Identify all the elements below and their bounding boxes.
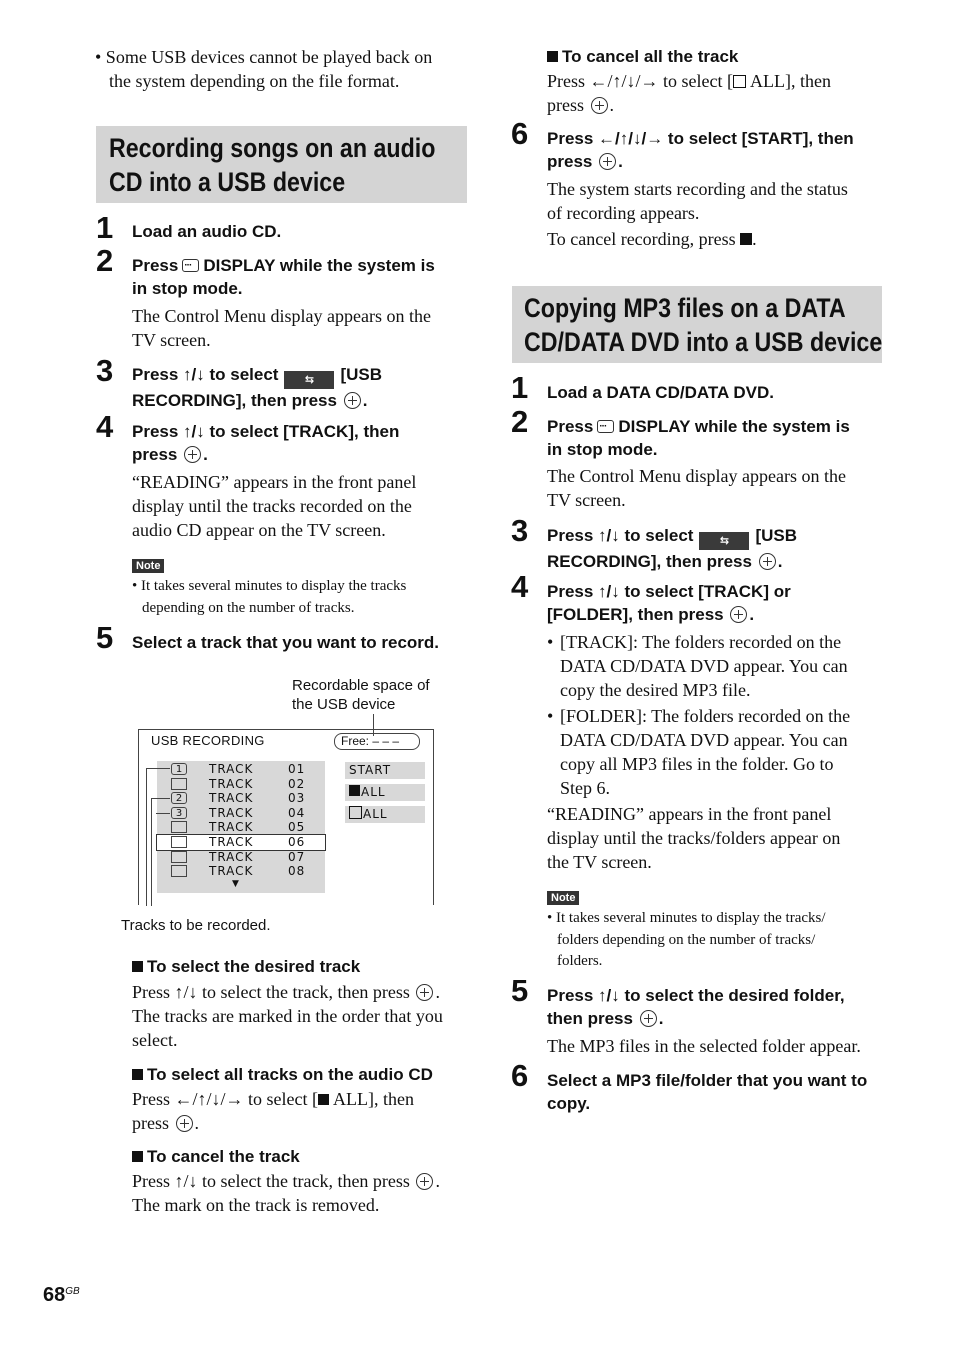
sub4-body xyxy=(547,69,831,117)
track-number: 06 xyxy=(288,835,306,849)
step-5-text xyxy=(547,984,897,1030)
note-line-3: folders. xyxy=(557,953,603,969)
display-button-icon xyxy=(182,259,199,272)
menu-item-clear-all xyxy=(345,806,425,823)
callout-line-1: Recordable space of xyxy=(292,677,430,694)
stop-square-icon xyxy=(547,51,558,62)
track-row xyxy=(157,820,325,835)
step-number-1: 1 xyxy=(511,370,529,405)
stop-square-icon xyxy=(349,785,360,796)
step-6-copy-line-1: Select a MP3 file/folder that you want to xyxy=(547,1071,868,1090)
track-row xyxy=(157,850,325,865)
osd-frame-left xyxy=(138,729,139,905)
note-line-2: folders depending on the number of tracks/ xyxy=(557,931,816,948)
step-2-press: Press xyxy=(132,256,179,275)
subheading-text: To select all tracks on the audio CD xyxy=(147,1065,433,1084)
step-4-text xyxy=(132,420,472,466)
step-number-6: 6 xyxy=(511,1058,529,1093)
bracket-line xyxy=(151,798,170,799)
track-label: TRACK xyxy=(209,849,254,864)
intro-bullet xyxy=(95,45,432,93)
step-1-text: Load a DATA CD/DATA DVD. xyxy=(547,383,774,402)
enter-button-icon xyxy=(184,446,201,463)
track-list-panel xyxy=(157,761,325,893)
stop-square-icon xyxy=(318,1094,329,1105)
page-number xyxy=(43,1284,80,1307)
step-2-press: Press xyxy=(547,417,594,436)
subheading-cancel-all-track xyxy=(547,46,738,68)
sub1-line-2: The tracks are marked in the order that you xyxy=(132,1006,443,1026)
menu-item-clear-all-label: ALL xyxy=(363,807,388,821)
step-4-body-line-3: audio CD appear on the TV screen. xyxy=(132,520,386,540)
track-label: TRACK xyxy=(209,762,254,776)
step-number-6: 6 xyxy=(511,116,529,151)
step-4-body xyxy=(547,802,892,874)
track-label: TRACK xyxy=(209,835,254,849)
enter-button-icon xyxy=(344,392,361,409)
track-label: TRACK xyxy=(209,805,254,820)
osd-frame-right xyxy=(433,729,434,905)
bracket-line xyxy=(151,798,152,906)
step-2-body-line-1: The Control Menu display appears on the xyxy=(547,466,846,486)
track-label: TRACK xyxy=(209,776,254,791)
step-2-body-line-1: The Control Menu display appears on the xyxy=(132,306,431,326)
step-4-line-1: Press ↑/↓ to select [TRACK] or xyxy=(547,582,791,601)
menu-item-start: START xyxy=(345,762,425,779)
track-number: 08 xyxy=(288,864,306,879)
sub3-line-1: Press ↑/↓ to select the track, then press xyxy=(132,1171,410,1191)
note-line-2: depending on the number of tracks. xyxy=(142,599,355,616)
enter-button-icon xyxy=(730,606,747,623)
step-number-3: 3 xyxy=(511,513,529,548)
sub3-body xyxy=(132,1169,472,1217)
step-3-press: Press ↑/↓ to select xyxy=(547,526,694,545)
subheading-text: To select the desired track xyxy=(147,957,361,976)
step-4-line-2: [FOLDER], then press xyxy=(547,605,724,624)
step-3-press: Press ↑/↓ to select xyxy=(132,365,279,384)
bracket-line xyxy=(146,768,147,906)
section-heading-line-1: Recording songs on an audio xyxy=(109,133,436,163)
subheading-text: To cancel the track xyxy=(147,1147,300,1166)
track-row xyxy=(157,777,325,792)
bullet-track-line-2: DATA CD/DATA DVD appear. You can xyxy=(560,656,848,676)
track-row xyxy=(157,791,325,806)
step-3-recording: RECORDING], then press xyxy=(547,552,752,571)
track-row xyxy=(157,806,325,821)
track-checkbox: 1 xyxy=(171,763,187,775)
osd-frame-top xyxy=(138,729,434,730)
step-5-line-1: Press ↑/↓ to select the desired folder, xyxy=(547,986,845,1005)
track-number: 07 xyxy=(288,849,306,864)
step-number-4: 4 xyxy=(511,569,529,604)
stop-square-icon xyxy=(132,1069,143,1080)
bullet-dot: • xyxy=(547,632,554,652)
step-3-usb: [USB xyxy=(340,365,383,384)
track-row-selected xyxy=(157,835,325,850)
page-number-value: 68 xyxy=(43,1284,66,1306)
track-number: 04 xyxy=(288,805,306,820)
step-4-body-line-3: the TV screen. xyxy=(547,852,652,872)
sub2-body xyxy=(132,1087,414,1135)
intro-bullet-line-2: the system depending on the file format. xyxy=(109,71,400,91)
track-row xyxy=(157,864,325,879)
bracket-line xyxy=(156,813,170,814)
enter-button-icon xyxy=(640,1010,657,1027)
step-3-recording: RECORDING], then press xyxy=(132,391,337,410)
step-4-period: . xyxy=(749,605,755,624)
step-4-body-line-2: display until the tracks recorded on the xyxy=(132,496,412,516)
step-number-1: 1 xyxy=(96,210,114,245)
step-2-display: DISPLAY while the system is xyxy=(203,256,435,275)
step-4-line-1: Press ↑/↓ to select [TRACK], then xyxy=(132,422,400,441)
step-number-5: 5 xyxy=(511,973,529,1008)
step-3-period: . xyxy=(777,552,783,571)
step-6-body-line-3: To cancel recording, press xyxy=(547,229,736,249)
display-button-icon xyxy=(597,420,614,433)
sub3-period: . xyxy=(435,1171,440,1191)
bullet-track-line-1: [TRACK]: The folders recorded on the xyxy=(560,632,842,652)
figure-callout-recordable xyxy=(292,676,430,714)
track-checkbox: 3 xyxy=(171,807,187,819)
step-4-body-line-1: “READING” appears in the front panel xyxy=(547,804,832,824)
step-1-text: Load an audio CD. xyxy=(132,222,282,241)
note-text xyxy=(132,576,406,619)
sub1-body xyxy=(132,980,472,1052)
stop-square-icon xyxy=(740,233,752,245)
step-5-period: . xyxy=(658,1009,664,1028)
note-line-1: • It takes several minutes to display the tracks xyxy=(132,578,407,594)
menu-item-select-all xyxy=(345,784,425,801)
bullet-track xyxy=(547,630,892,702)
subheading-select-all-tracks xyxy=(132,1064,433,1086)
track-number: 02 xyxy=(288,776,306,791)
usb-recording-icon: ⇆ xyxy=(284,371,334,389)
step-6-period: . xyxy=(618,152,623,171)
subheading-select-desired-track xyxy=(132,956,360,978)
step-6-period-2: . xyxy=(752,229,757,249)
step-4-text xyxy=(547,580,897,626)
track-number: 03 xyxy=(288,791,306,806)
track-label: TRACK xyxy=(209,791,254,806)
step-6-body-line-2: of recording appears. xyxy=(547,203,700,223)
section-heading-line-2: CD into a USB device xyxy=(109,167,346,197)
sub1-period: . xyxy=(435,982,440,1002)
track-number: 05 xyxy=(288,820,306,835)
step-3-usb: [USB xyxy=(755,526,798,545)
track-checkbox xyxy=(171,865,187,877)
step-6-text xyxy=(547,127,897,173)
bullet-folder-line-3: copy all MP3 files in the folder. Go to xyxy=(560,754,834,774)
step-6-copy-text xyxy=(547,1069,897,1115)
scroll-down-arrow-icon: ▼ xyxy=(232,879,239,889)
note-badge: Note xyxy=(132,559,164,573)
step-2-body-line-2: TV screen. xyxy=(132,330,211,350)
step-number-2: 2 xyxy=(96,243,114,278)
stop-square-icon xyxy=(132,961,143,972)
step-6-copy-line-2: copy. xyxy=(547,1094,591,1113)
step-3-text xyxy=(547,524,897,573)
sub2-line-1: Press ←/↑/↓/→ to select [ xyxy=(132,1089,318,1109)
step-2-body xyxy=(547,464,846,512)
step-3-text xyxy=(132,363,472,412)
stop-square-icon xyxy=(132,1151,143,1162)
sub4-line-1: Press ←/↑/↓/→ to select [ xyxy=(547,71,733,91)
track-row xyxy=(157,762,325,777)
page-number-suffix: GB xyxy=(65,1286,80,1297)
step-6-body-line-1: The system starts recording and the status xyxy=(547,179,848,199)
section-heading-line-2: CD/DATA DVD into a USB device xyxy=(524,327,883,357)
note-badge: Note xyxy=(547,891,579,905)
step-4-period: . xyxy=(203,445,208,464)
step-5-line-2: then press xyxy=(547,1009,633,1028)
usb-recording-icon: ⇆ xyxy=(699,532,749,550)
step-2-body-line-2: TV screen. xyxy=(547,490,626,510)
step-4-body-line-1: “READING” appears in the front panel xyxy=(132,472,417,492)
step-4-press: press xyxy=(132,445,178,464)
enter-button-icon xyxy=(416,984,433,1001)
bullet-track-line-3: copy the desired MP3 file. xyxy=(560,680,751,700)
osd-menu-panel xyxy=(345,761,425,823)
step-number-2: 2 xyxy=(511,404,529,439)
track-checkbox xyxy=(171,836,187,848)
sub4-press: press xyxy=(547,95,584,115)
sub3-line-2: The mark on the track is removed. xyxy=(132,1195,380,1215)
step-4-body-line-2: display until the tracks/folders appear on xyxy=(547,828,841,848)
bullet-folder-line-1: [FOLDER]: The folders recorded on the xyxy=(560,706,851,726)
step-6-line-1: Press ←/↑/↓/→ to select [START], then xyxy=(547,129,854,148)
empty-square-icon xyxy=(733,75,746,88)
step-4-body xyxy=(132,470,416,542)
step-number-5: 5 xyxy=(96,620,114,655)
step-2-text xyxy=(132,254,472,300)
enter-button-icon xyxy=(591,97,608,114)
callout-line-2: the USB device xyxy=(292,696,396,713)
track-checkbox xyxy=(171,778,187,790)
enter-button-icon xyxy=(176,1115,193,1132)
note-line-1: • It takes several minutes to display the tracks/ xyxy=(547,910,826,926)
empty-square-icon xyxy=(349,806,362,819)
bullet-folder-line-4: Step 6. xyxy=(560,778,611,798)
track-number: 01 xyxy=(288,762,306,776)
step-2-display: DISPLAY while the system is xyxy=(618,417,850,436)
sub2-period: . xyxy=(194,1113,199,1133)
track-checkbox: 2 xyxy=(171,792,187,804)
sub2-press: press xyxy=(132,1113,169,1133)
section-heading-recording xyxy=(96,126,467,203)
osd-free-space: Free: – – – xyxy=(334,733,420,750)
sub1-line-1: Press ↑/↓ to select the track, then press xyxy=(132,982,410,1002)
track-checkbox xyxy=(171,821,187,833)
step-3-period: . xyxy=(362,391,368,410)
step-6-body xyxy=(547,177,848,251)
figure-caption-tracks: Tracks to be recorded. xyxy=(121,917,271,934)
subheading-text: To cancel all the track xyxy=(562,47,739,66)
note-text xyxy=(547,908,826,973)
bracket-line xyxy=(146,768,170,769)
osd-title: USB RECORDING xyxy=(151,733,265,748)
track-label: TRACK xyxy=(209,820,254,835)
enter-button-icon xyxy=(416,1173,433,1190)
sub4-line-1b: ALL], then xyxy=(749,71,831,91)
section-heading-line-1: Copying MP3 files on a DATA xyxy=(524,293,846,323)
step-2-text xyxy=(547,415,897,461)
step-number-3: 3 xyxy=(96,353,114,388)
sub4-period: . xyxy=(609,95,614,115)
track-label: TRACK xyxy=(209,864,254,879)
step-5-body: The MP3 files in the selected folder appear. xyxy=(547,1036,861,1056)
track-checkbox xyxy=(171,851,187,863)
step-6-press: press xyxy=(547,152,593,171)
bullet-folder-line-2: DATA CD/DATA DVD appear. You can xyxy=(560,730,848,750)
menu-item-select-all-label: ALL xyxy=(361,785,386,799)
sub1-line-3: select. xyxy=(132,1030,178,1050)
bullet-folder xyxy=(547,704,892,800)
subheading-cancel-track xyxy=(132,1146,300,1168)
enter-button-icon xyxy=(759,553,776,570)
step-number-4: 4 xyxy=(96,409,114,444)
bullet-dot: • xyxy=(547,706,554,726)
step-2-mode: in stop mode. xyxy=(132,279,243,298)
enter-button-icon xyxy=(599,153,616,170)
intro-bullet-line-1: • Some USB devices cannot be played back on xyxy=(95,47,433,67)
section-heading-copying xyxy=(512,286,882,363)
step-2-mode: in stop mode. xyxy=(547,440,658,459)
step-5-text: Select a track that you want to record. xyxy=(132,633,440,652)
sub2-line-1b: ALL], then xyxy=(332,1089,414,1109)
step-4-bullets xyxy=(547,630,892,874)
step-2-body xyxy=(132,304,431,352)
